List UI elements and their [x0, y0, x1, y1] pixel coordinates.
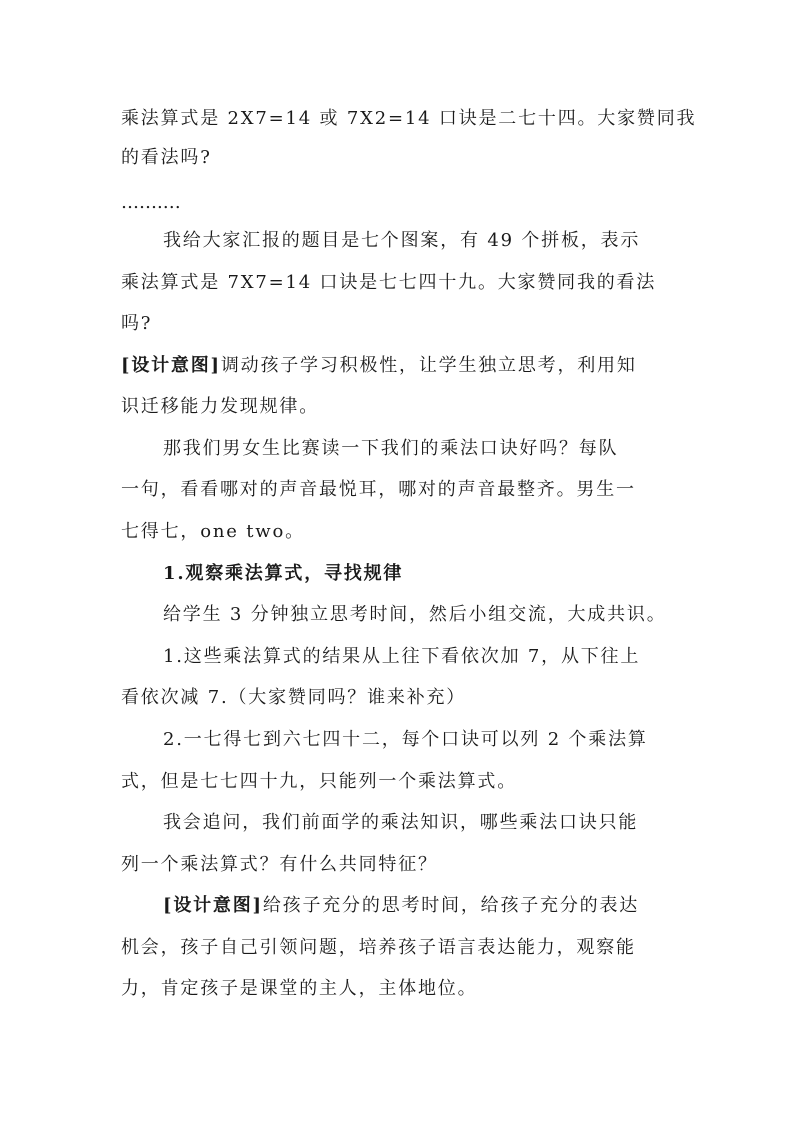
design-intent-label: [设计意图] [163, 895, 263, 916]
design-intent-label: [设计意图] [121, 355, 221, 376]
text-line: 识迁移能力发现规律。 [121, 396, 319, 417]
text-line: 列一个乘法算式？有什么共同特征？ [121, 854, 438, 875]
text-line [121, 354, 637, 378]
text-line: 给学生 3 分钟独立思考时间，然后小组交流，大成共识。 [163, 604, 667, 625]
ellipsis-line: …….… [121, 192, 181, 213]
text-line: 机会，孩子自己引领问题，培养孩子语言表达能力，观察能 [121, 937, 636, 958]
text-line: 式，但是七七四十九，只能列一个乘法算式。 [121, 771, 517, 792]
section-heading: 1.观察乘法算式，寻找规律 [163, 563, 404, 584]
text-line: 乘法算式是 7X7=14 口诀是七七四十九。大家赞同我的看法 [121, 272, 657, 293]
text-line: 我会追问，我们前面学的乘法知识，哪些乘法口诀只能 [163, 812, 639, 833]
text-line: 2.一七得七到六七四十二，每个口诀可以列 2 个乘法算 [163, 729, 648, 750]
text-line: 力，肯定孩子是课堂的主人，主体地位。 [121, 978, 478, 999]
text-line: 的看法吗? [121, 147, 212, 168]
text-line: 一句，看看哪对的声音最悦耳，哪对的声音最整齐。男生一 [121, 479, 636, 500]
text-line: 我给大家汇报的题目是七个图案，有 49 个拼板，表示 [163, 230, 641, 251]
text-line [163, 894, 639, 918]
design-intent-text: 给孩子充分的思考时间，给孩子充分的表达 [262, 895, 640, 916]
text-line: 吗? [121, 313, 153, 334]
text-line: 看依次减 7.（大家赞同吗？谁来补充） [121, 687, 467, 708]
text-line: 乘法算式是 2X7=14 或 7X2=14 口诀是二七十四。大家赞同我 [121, 108, 697, 129]
text-line: 七得七，one two。 [121, 521, 305, 542]
design-intent-text: 调动孩子学习积极性，让学生独立思考，利用知 [220, 355, 637, 376]
text-line: 1.这些乘法算式的结果从上往下看依次加 7，从下往上 [163, 646, 641, 667]
text-line: 那我们男女生比赛读一下我们的乘法口诀好吗？每队 [163, 438, 619, 459]
